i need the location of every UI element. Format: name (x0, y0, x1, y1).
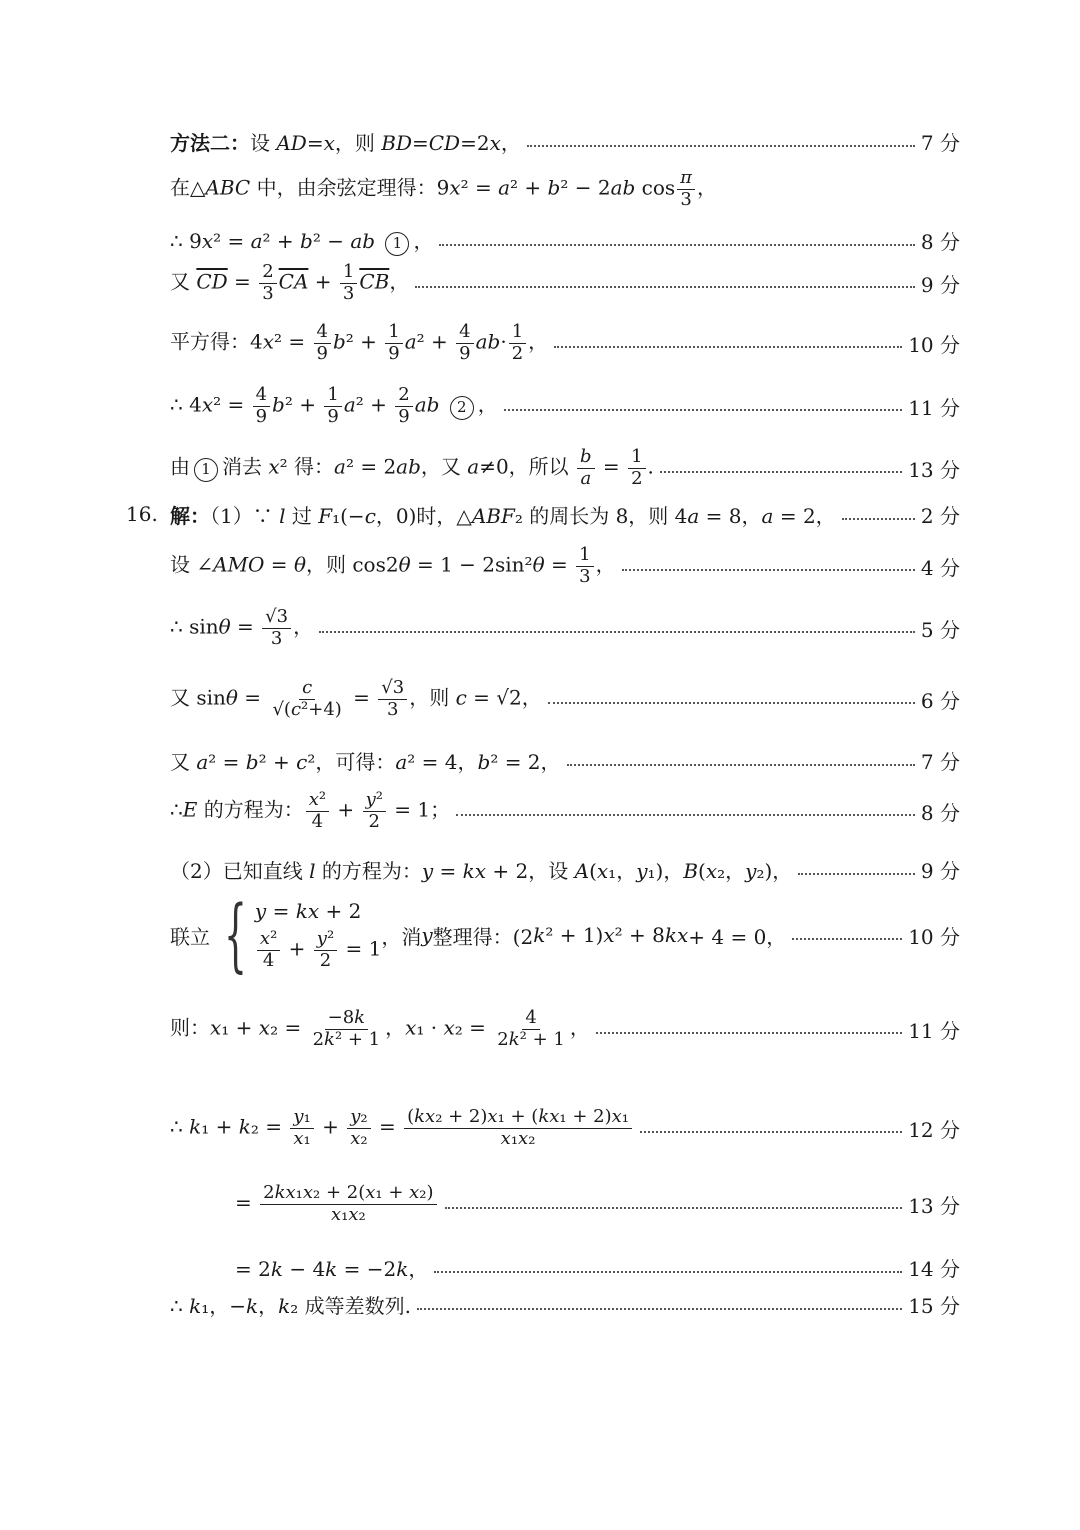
line-text: ∴ k₁ + k₂ = $\frac{\text{y₁}}{\text{x₁}}$ + $\frac{\text{y₂}}{\text{x₂}}$ = $\frac{\text{(kx₂ + 2)x₁ + (kx₁ + 2)x₁}}{\text{x₁x₂}}$ (170, 1107, 634, 1149)
line-text: 又 $\overline{CD}$ = $\frac{2}{3}$ $\overline{CA}$ + $\frac{1}{3}$ $\overline{CB}$， (170, 261, 410, 304)
dot-leader (548, 702, 915, 704)
score-label: 10 分 (908, 924, 960, 949)
solution-line (170, 500, 960, 529)
solution-line (170, 678, 960, 720)
score-label: 4 分 (920, 555, 960, 580)
line-text: （2）已知直线 l 的方程为：y = kx + 2，设 A(x₁，y₁)，B(x₂，y₂)， (170, 859, 793, 883)
line-text: 又 sinθ = $\frac{c}{\text{√(c²+4)}}$ = $\frac{√3}{3}$ ，则 c = √2， (170, 677, 542, 720)
score-label: 9 分 (920, 859, 960, 883)
score-label: 10 分 (908, 332, 960, 357)
circled-one: 1 (385, 232, 409, 256)
solution-line (235, 1183, 960, 1225)
score-label: 2 分 (920, 504, 960, 528)
score-label: 12 分 (908, 1117, 960, 1142)
line-text: 平方得：4x² = $\frac{4}{9}$ b² + $\frac{1}{9}$ a² + $\frac{4}{9}$ ab· $\frac{1}{2}$ ， (170, 321, 549, 364)
score-label: 15 分 (908, 1294, 960, 1318)
dot-leader (798, 873, 915, 875)
solution-line (170, 607, 960, 649)
solution-line (170, 790, 960, 832)
circled-two: 2 (450, 396, 474, 420)
dot-leader (527, 145, 915, 147)
score-label: 8 分 (920, 800, 960, 825)
solution-line (170, 262, 960, 304)
solution-line (170, 1290, 960, 1319)
dot-leader (417, 1308, 902, 1310)
line-text: 又 a² = b² + c²，可得：a² = 4，b² = 2， (170, 750, 561, 774)
line-text: = $\frac{\text{2kx₁x₂ + 2(x₁ + x₂)}}{\text{x₁x₂}}$ (235, 1183, 439, 1225)
dot-leader (567, 764, 915, 766)
solution-line (235, 1253, 960, 1282)
line-text: 解：（1）∵ l 过 F₁(−c，0)时，△ABF₂ 的周长为 8，则 4a = 8，a = 2， (170, 504, 836, 528)
solution-line (170, 385, 960, 427)
dot-leader (319, 631, 915, 633)
dot-leader (660, 471, 902, 473)
dot-leader (792, 938, 902, 940)
line-text: ∴E 的方程为： $\frac{\text{x²}}{4}$ + $\frac{\text{y²}}{2}$ = 1； (170, 789, 451, 832)
dot-leader (596, 1032, 902, 1034)
line-text: 联立 { y = kx + 2 $\frac{\text{x²}}{4}$ + $\frac{\text{y²}}{2}$ = 1 ，消 y 整理得：(2 k ² + 1) x ² + 8 kx + 4 = 0， (170, 888, 787, 981)
dot-leader (622, 569, 915, 571)
score-label: 11 分 (908, 395, 960, 420)
solution-line (170, 1008, 960, 1050)
solution-line (170, 447, 960, 489)
score-label: 6 分 (920, 688, 960, 713)
dot-leader (842, 518, 915, 520)
dot-leader (434, 1271, 902, 1273)
dot-leader (439, 244, 914, 246)
dot-leader (456, 814, 915, 816)
score-label: 14 分 (908, 1257, 960, 1281)
dot-leader (415, 286, 915, 288)
line-text: 设 ∠AMO = θ，则 cos2θ = 1 − 2sin²θ = $\frac{1}{3}$ ， (170, 544, 616, 587)
solution-line (170, 322, 960, 364)
score-label: 5 分 (920, 617, 960, 642)
line-text: ∴ k₁，−k，k₂ 成等差数列. (170, 1294, 411, 1318)
line-text: ∴ 9x² = a² + b² − ab 1 ， (170, 225, 433, 256)
solution-line (170, 746, 960, 775)
solution-line (170, 855, 960, 884)
solution-line (170, 225, 960, 256)
line-text: ∴ sinθ = $\frac{√3}{3}$ ， (170, 606, 314, 649)
score-label: 11 分 (908, 1018, 960, 1043)
score-label: 8 分 (920, 230, 960, 254)
score-label: 13 分 (908, 1193, 960, 1218)
score-label: 7 分 (920, 750, 960, 774)
dot-leader (640, 1131, 902, 1133)
line-text: ∴ 4x² = $\frac{4}{9}$ b² + $\frac{1}{9}$ a² + $\frac{2}{9}$ ab 2 ， (170, 384, 498, 427)
line-text: 在△ABC 中，由余弦定理得：9x² = a² + b² − 2ab cos $\frac{\pi}{3}$ ， (170, 167, 718, 210)
dot-leader (504, 409, 902, 411)
dot-leader (445, 1207, 903, 1209)
solution-line (170, 545, 960, 587)
line-text: 方法二：设 AD=x，则 BD=CD=2x， (170, 131, 521, 155)
line-text: 由 1 消去 x² 得：a² = 2ab，又 a≠0，所以 $\frac{b}{a}$ = $\frac{1}{2}$ . (170, 446, 654, 489)
score-label: 13 分 (908, 457, 960, 482)
score-label: 7 分 (920, 131, 960, 155)
dot-leader (554, 346, 902, 348)
score-label: 9 分 (920, 272, 960, 297)
line-text: = 2k − 4k = −2k， (235, 1257, 429, 1281)
solution-line (170, 888, 960, 981)
solution-line (170, 168, 960, 210)
solution-line (170, 1107, 960, 1149)
question-number: 16. (126, 502, 158, 526)
solution-line (170, 127, 960, 156)
line-text: 则：x₁ + x₂ = $\frac{-8k}{\text{2k² + 1}}$ ，x₁ · x₂ = $\frac{4}{\text{2k² + 1}}$ ， (170, 1007, 590, 1050)
